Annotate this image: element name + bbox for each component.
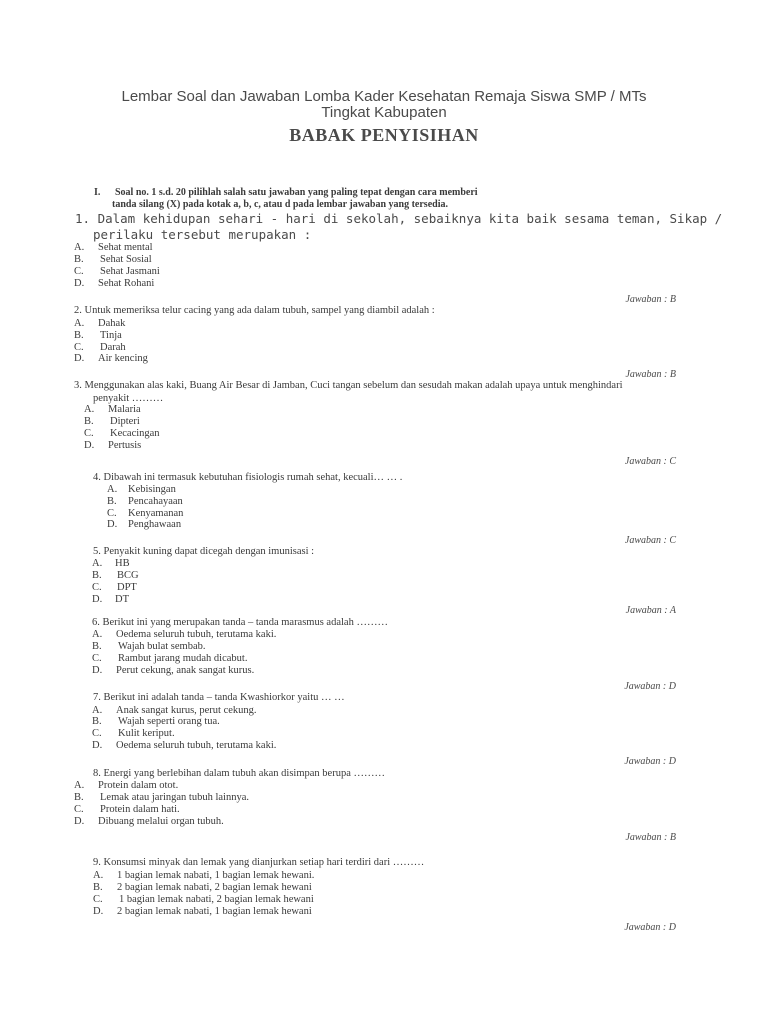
document-title: Lembar Soal dan Jawaban Lomba Kader Kesehatan Remaja Siswa SMP / MTs — [121, 88, 647, 105]
option-label: C. — [92, 582, 102, 593]
answer-key: Jawaban : D — [624, 756, 676, 767]
option-label: C. — [107, 508, 117, 519]
answer-key: Jawaban : B — [625, 294, 676, 305]
option-text: 2 bagian lemak nabati, 1 bagian lemak hewani — [117, 906, 312, 917]
answer-key: Jawaban : B — [625, 832, 676, 843]
option-text: Protein dalam otot. — [98, 780, 179, 791]
option-text: 2 bagian lemak nabati, 2 bagian lemak hewani — [117, 882, 312, 893]
option-label: C. — [93, 894, 103, 905]
option-text: 1 bagian lemak nabati, 2 bagian lemak hewani — [119, 894, 314, 905]
option-label: B. — [92, 641, 102, 652]
option-text: Wajah bulat sembab. — [118, 641, 206, 652]
question-2-text: 2. Untuk memeriksa telur cacing yang ada dalam tubuh, sampel yang diambil adalah : — [74, 305, 435, 316]
option-label: B. — [107, 496, 117, 507]
instruction-line1: Soal no. 1 s.d. 20 pilihlah salah satu jawaban yang paling tepat dengan cara memberi — [115, 187, 478, 198]
option-label: B. — [92, 716, 102, 727]
option-text: Darah — [100, 342, 126, 353]
option-label: A. — [92, 705, 103, 716]
option-label: D. — [107, 519, 118, 530]
answer-key: Jawaban : B — [625, 369, 676, 380]
option-text: Perut cekung, anak sangat kurus. — [116, 665, 255, 676]
option-label: A. — [92, 629, 103, 640]
option-text: Sehat Jasmani — [100, 266, 160, 277]
option-text: Air kencing — [98, 353, 148, 364]
option-label: C. — [74, 266, 84, 277]
option-text: Oedema seluruh tubuh, terutama kaki. — [116, 629, 277, 640]
option-text: Kecacingan — [110, 428, 160, 439]
question-1-text: 1. Dalam kehidupan sehari - hari di sekolah, sebaiknya kita baik sesama teman, Sikap / — [75, 211, 723, 226]
option-text: DPT — [117, 582, 137, 593]
option-text: Sehat mental — [98, 242, 153, 253]
option-label: A. — [74, 318, 85, 329]
option-text: Sehat Rohani — [98, 278, 155, 289]
option-text: 1 bagian lemak nabati, 1 bagian lemak hewani. — [117, 870, 315, 881]
option-text: Rambut jarang mudah dicabut. — [118, 653, 248, 664]
question-7-text: 7. Berikut ini adalah tanda – tanda Kwashiorkor yaitu … … — [93, 692, 345, 703]
question-4-text: 4. Dibawah ini termasuk kebutuhan fisiologis rumah sehat, kecuali… … . — [93, 472, 403, 483]
option-label: D. — [92, 665, 103, 676]
question-9-text: 9. Konsumsi minyak dan lemak yang dianjurkan setiap hari terdiri dari ……… — [93, 857, 425, 868]
option-label: B. — [74, 792, 84, 803]
option-label: C. — [92, 728, 102, 739]
document-title-line2: Tingkat Kabupaten — [321, 104, 447, 121]
question-3-text: 3. Menggunakan alas kaki, Buang Air Besar di Jamban, Cuci tangan sebelum dan sesudah makan adalah upaya untuk menghindari — [74, 380, 623, 391]
question-3-text-line2: penyakit ……… — [93, 393, 164, 404]
option-label: B. — [74, 254, 84, 265]
option-label: D. — [92, 740, 103, 751]
option-label: A. — [84, 404, 95, 415]
option-label: A. — [93, 870, 104, 881]
option-text: Tinja — [100, 330, 122, 341]
option-label: D. — [74, 278, 85, 289]
question-8-text: 8. Energi yang berlebihan dalam tubuh akan disimpan berupa ……… — [93, 768, 385, 779]
option-text: Protein dalam hati. — [100, 804, 180, 815]
option-label: A. — [107, 484, 118, 495]
option-label: C. — [84, 428, 94, 439]
option-text: Pencahayaan — [128, 496, 183, 507]
answer-key: Jawaban : C — [624, 456, 676, 467]
option-label: D. — [92, 594, 103, 605]
option-label: C. — [74, 342, 84, 353]
option-text: Kebisingan — [128, 484, 176, 495]
question-1-text-line2: perilaku tersebut merupakan : — [93, 227, 312, 242]
option-text: Dibuang melalui organ tubuh. — [98, 816, 224, 827]
option-text: Dipteri — [110, 416, 140, 427]
option-label: B. — [93, 882, 103, 893]
option-text: Wajah seperti orang tua. — [118, 716, 220, 727]
option-label: C. — [92, 653, 102, 664]
option-text: Kulit keriput. — [118, 728, 175, 739]
option-text: Lemak atau jaringan tubuh lainnya. — [100, 792, 249, 803]
option-text: Dahak — [98, 318, 126, 329]
answer-key: Jawaban : A — [625, 605, 676, 616]
option-text: DT — [115, 594, 129, 605]
option-text: Sehat Sosial — [100, 254, 152, 265]
option-text: BCG — [117, 570, 139, 581]
option-text: HB — [115, 558, 130, 569]
option-text: Kenyamanan — [128, 508, 184, 519]
option-label: A. — [92, 558, 103, 569]
question-5-text: 5. Penyakit kuning dapat dicegah dengan imunisasi : — [93, 546, 315, 557]
option-label: A. — [74, 242, 85, 253]
option-text: Penghawaan — [128, 519, 182, 530]
answer-key: Jawaban : D — [624, 922, 676, 933]
option-label: B. — [84, 416, 94, 427]
option-label: D. — [84, 440, 95, 451]
option-text: Oedema seluruh tubuh, terutama kaki. — [116, 740, 277, 751]
question-6-text: 6. Berikut ini yang merupakan tanda – tanda marasmus adalah ……… — [92, 617, 388, 628]
option-label: C. — [74, 804, 84, 815]
option-label: D. — [74, 353, 85, 364]
option-text: Anak sangat kurus, perut cekung. — [116, 705, 257, 716]
instruction-number: I. — [94, 187, 101, 198]
answer-key: Jawaban : D — [624, 681, 676, 692]
option-label: D. — [93, 906, 104, 917]
option-label: B. — [74, 330, 84, 341]
instruction-line2: tanda silang (X) pada kotak a, b, c, atau d pada lembar jawaban yang tersedia. — [112, 199, 448, 210]
option-label: D. — [74, 816, 85, 827]
option-label: A. — [74, 780, 85, 791]
option-label: B. — [92, 570, 102, 581]
option-text: Pertusis — [108, 440, 142, 451]
section-title: BABAK PENYISIHAN — [289, 125, 479, 145]
option-text: Malaria — [108, 404, 141, 415]
answer-key: Jawaban : C — [624, 535, 676, 546]
